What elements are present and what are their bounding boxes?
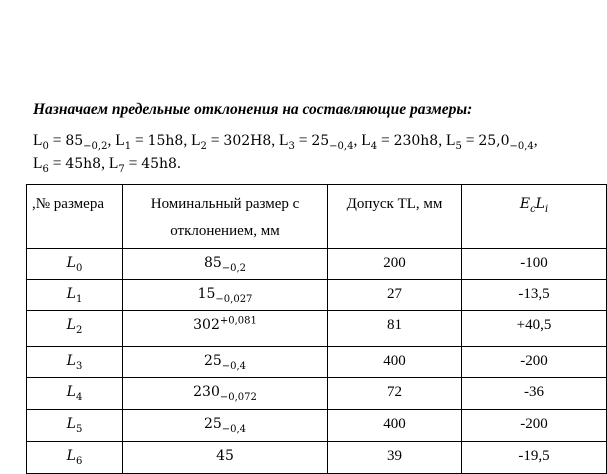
cell-tolerance: 39 <box>328 442 462 474</box>
cell-tolerance: 400 <box>328 347 462 378</box>
cell-ec: +40,5 <box>462 311 607 347</box>
cell-ec: -100 <box>462 249 607 280</box>
header-dimension-number: ,№ размера <box>27 185 123 249</box>
cell-nominal: $25_{-0,4}$ <box>123 410 328 442</box>
table-row <box>27 280 607 311</box>
cell-tolerance: 400 <box>328 410 462 442</box>
cell-dimension: $L_3$ <box>27 347 123 378</box>
section-heading: Назначаем предельные отклонения на составляющие размеры: <box>33 101 473 118</box>
cell-tolerance: 200 <box>328 249 462 280</box>
cell-ec: -13,5 <box>462 280 607 311</box>
tolerance-table <box>26 184 607 474</box>
cell-dimension: $L_4$ <box>27 378 123 410</box>
cell-nominal: $302^{+0,081}$ <box>123 311 328 347</box>
table-header-row <box>27 185 607 249</box>
cell-dimension: $L_1$ <box>27 280 123 311</box>
table-row <box>27 249 607 280</box>
cell-dimension: $L_6$ <box>27 442 123 474</box>
table-row <box>27 311 607 347</box>
table-row <box>27 442 607 474</box>
cell-dimension: $L_0$ <box>27 249 123 280</box>
cell-dimension: $L_2$ <box>27 311 123 347</box>
formula-line-2 <box>33 155 181 176</box>
formula-line-1 <box>33 132 538 153</box>
term-l3: $L_3 = 25_{-0,4}$, <box>279 132 362 153</box>
cell-nominal: 45 <box>123 442 328 474</box>
term-l6: $L_6 = 45h8$, <box>33 155 109 176</box>
table-row <box>27 410 607 442</box>
term-l1: $L_1 = 15h8$, <box>115 132 192 153</box>
cell-tolerance: 81 <box>328 311 462 347</box>
cell-nominal: $85_{-0,2}$ <box>123 249 328 280</box>
cell-tolerance: 72 <box>328 378 462 410</box>
header-tolerance: Допуск TL, мм <box>328 185 462 249</box>
term-l7: $L_7 = 45h8$. <box>108 155 181 176</box>
term-l0: $L_0 = 85_{-0,2}$, <box>33 132 116 153</box>
term-l5: $L_5 = 25,0_{-0,4}$, <box>445 132 538 153</box>
table-row <box>27 378 607 410</box>
cell-nominal: $15_{-0,027}$ <box>123 280 328 311</box>
cell-ec: -200 <box>462 347 607 378</box>
cell-ec: -36 <box>462 378 607 410</box>
cell-nominal: $230_{-0,072}$ <box>123 378 328 410</box>
cell-ec: -19,5 <box>462 442 607 474</box>
header-ec-li: $E_cL_i$ <box>462 185 607 249</box>
term-l2: $L_2 = 302H8$, <box>191 132 279 153</box>
cell-tolerance: 27 <box>328 280 462 311</box>
table-row <box>27 347 607 378</box>
term-l4: $L_4 = 230h8$, <box>361 132 446 153</box>
cell-nominal: $25_{-0,4}$ <box>123 347 328 378</box>
table-body <box>27 249 607 474</box>
cell-dimension: $L_5$ <box>27 410 123 442</box>
header-nominal-size: Номинальный размер с отклонением, мм <box>123 185 328 249</box>
cell-ec: -200 <box>462 410 607 442</box>
